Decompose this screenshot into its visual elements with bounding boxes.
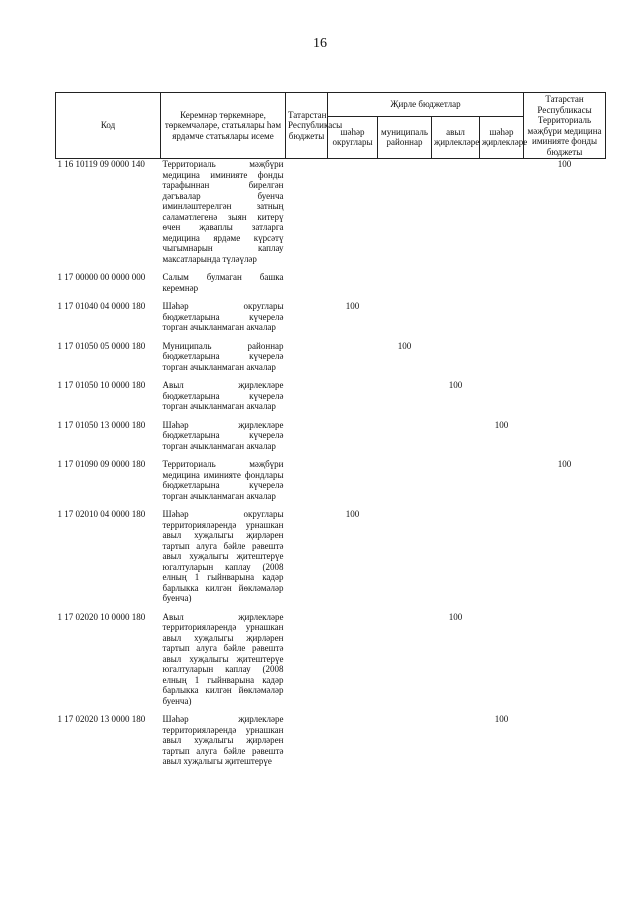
row-rural [432,341,480,373]
row-rural [432,301,480,333]
table-row [56,612,606,707]
row-city [328,612,378,707]
row-urban [480,380,524,412]
row-fund [524,272,606,293]
row-name: Территориаль мәҗбүри медицина иминияте фондлары бюджетларына күчерелә торган ачыкланмаган акчалар [162,459,284,501]
row-city [328,341,378,373]
table-row [56,301,606,333]
row-code: 1 16 10119 09 0000 140 [57,159,145,169]
row-municipal [378,380,432,412]
row-code: 1 17 00000 00 0000 000 [57,272,146,282]
row-city: 100 [345,301,360,311]
row-urban [480,341,524,373]
row-code: 1 17 02020 13 0000 180 [57,714,146,724]
table-row [56,714,606,767]
row-republic [286,272,328,293]
header-republic: Татарстан Республикасы бюджеты [286,93,328,159]
row-fund: 100 [557,459,572,469]
budget-revenue-table [55,92,606,767]
header-local-budgets: Җирле бюджетлар [328,93,524,117]
row-municipal [378,714,432,767]
header-fund: Татарстан Республикасы Территориаль мәҗбүри медицина иминияте фонды бюджеты [524,93,606,159]
row-fund [524,714,606,767]
row-city [328,272,378,293]
row-rural [432,159,480,265]
row-rural [432,459,480,501]
row-name: Шәһәр җирлекләре территорияләрендә урнашкан авыл хуҗалыгы җирләрен тартып алуга бәйле рәвештә авыл хуҗалыгы җитештерүе [162,714,284,766]
row-fund [524,612,606,707]
row-name: Муниципаль районнар бюджетларына күчерелә торган ачыкланмаган акчалар [162,340,284,372]
table-row [56,272,606,293]
header-name: Керемнәр төркемнәре, төркемчәләре, статьялары һәм ярдәмче статьялары исеме [161,93,286,159]
row-name: Шәһәр округлары бюджетларына күчерелә торган ачыкланмаган акчалар [162,301,284,332]
row-rural [432,714,480,767]
row-municipal [378,159,432,265]
header-rural-settlements: авыл җирлекләре [432,116,480,158]
row-fund [524,301,606,333]
row-rural [432,272,480,293]
table-row [56,420,606,452]
row-city [328,380,378,412]
row-city: 100 [345,509,360,519]
row-municipal [378,301,432,333]
header-municipal-districts: муниципаль районнар [378,116,432,158]
table-row [56,509,606,604]
row-name: Шәһәр округлары территорияләрендә урнашкан авыл хуҗалыгы җирләрен тартып алуга бәйле рәвештә авыл хуҗалыгы җитештерүе югалтуларын каплау (2008 елның 1 гыйнварына кадәр барлыкка килгән йөкләмәләр буенча) [162,509,284,603]
row-republic [286,159,328,265]
row-fund [524,380,606,412]
row-code: 1 17 02010 04 0000 180 [57,509,146,519]
row-republic [286,341,328,373]
row-code: 1 17 02020 10 0000 180 [57,611,146,622]
row-fund: 100 [557,159,572,169]
row-city [328,420,378,452]
header-city-districts: шәһәр округлары [328,116,378,158]
table-row [56,341,606,373]
row-fund [524,420,606,452]
row-republic [286,420,328,452]
row-code: 1 17 01050 13 0000 180 [57,419,146,430]
row-urban [480,159,524,265]
row-rural [432,420,480,452]
row-city [328,459,378,501]
table-row [56,159,606,265]
row-name: Авыл җирлекләре бюджетларына күчерелә торган ачыкланмаган акчалар [162,380,284,411]
row-code: 1 17 01050 10 0000 180 [57,380,146,390]
row-municipal: 100 [397,340,412,351]
row-code: 1 17 01050 05 0000 180 [57,340,146,351]
row-name: Шәһәр җирлекләре бюджетларына күчерелә торган ачыкланмаган акчалар [162,419,284,451]
row-municipal [378,612,432,707]
row-urban [480,272,524,293]
row-rural: 100 [448,611,463,622]
row-city [328,159,378,265]
header-urban-settlements: шәһәр җирлекләре [480,116,524,158]
row-municipal [378,459,432,501]
header-code: Код [56,93,161,159]
row-code: 1 17 01040 04 0000 180 [57,301,146,311]
row-republic [286,509,328,604]
row-urban [480,459,524,501]
row-republic [286,459,328,501]
row-name: Салым булмаган башка керемнәр [162,272,284,293]
row-rural: 100 [448,380,463,390]
row-fund [524,509,606,604]
row-municipal [378,420,432,452]
row-urban [480,612,524,707]
row-republic [286,301,328,333]
row-name: Территориаль мәҗбүри медицина иминияте фонды тарафыннан бирелгән дәгъвалар буенча иминләштерелгән затның сәламәтлегенә зыян китерү өчен җаваплы затларга медицина ярдәме күрсәтү чыгымнарын каплау максатларында түләүләр [162,159,284,264]
row-municipal [378,272,432,293]
row-municipal [378,509,432,604]
row-urban [480,509,524,604]
row-republic [286,380,328,412]
row-urban: 100 [494,714,509,724]
row-urban: 100 [494,419,509,430]
row-urban [480,301,524,333]
row-city [328,714,378,767]
row-code: 1 17 01090 09 0000 180 [57,459,146,469]
table-row [56,459,606,501]
page-number: 16 [313,36,327,51]
row-name: Авыл җирлекләре территорияләрендә урнашкан авыл хуҗалыгы җирләрен тартып алуга бәйле рәвештә авыл хуҗалыгы җитештерүе югалтуларын каплау (2008 елның 1 гыйнварына кадәр барлыкка килгән йөкләмәләр буенча) [162,611,284,706]
row-rural [432,509,480,604]
row-republic [286,612,328,707]
table-row [56,380,606,412]
row-fund [524,341,606,373]
row-republic [286,714,328,767]
